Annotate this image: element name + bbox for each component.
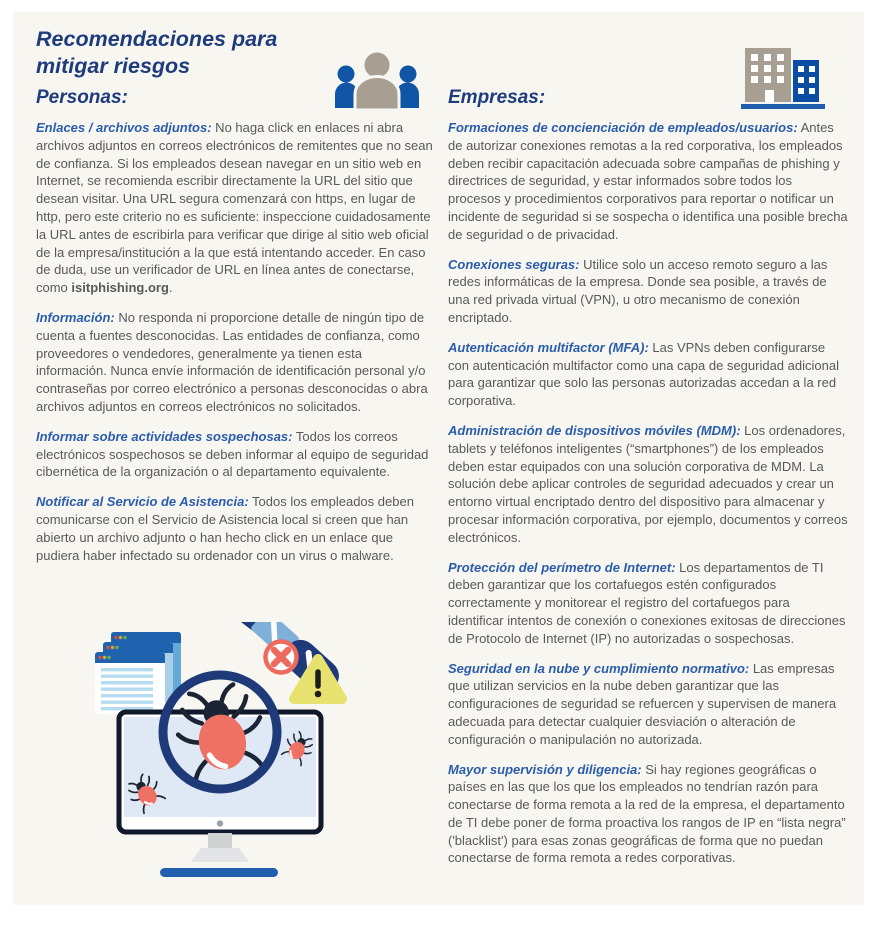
paragraph-lead: Mayor supervisión y diligencia: xyxy=(448,761,642,777)
paragraph-lead: Notificar al Servicio de Asistencia: xyxy=(36,494,249,510)
paragraph-lead: Informar sobre actividades sospechosas: xyxy=(36,428,293,444)
empresas-section xyxy=(448,86,848,879)
recommendation-paragraph xyxy=(448,339,848,410)
paragraph-text: Todos los empleados deben comunicarse con el Servicio de Asistencia local si creen que han abierto un archivo adjunto o han hecho click en un enlace que pudiera haber infectado su ordenador con un virus o malware. xyxy=(36,494,414,563)
recommendation-paragraph xyxy=(36,493,434,564)
empresas-heading: Empresas: xyxy=(448,87,546,108)
paragraph-lead: Autenticación multifactor (MFA): xyxy=(448,339,649,355)
recommendation-paragraph xyxy=(36,119,434,297)
paragraph-lead: Protección del perímetro de Internet: xyxy=(448,559,676,575)
malware-inspection-illustration xyxy=(85,622,375,884)
recommendation-paragraph xyxy=(448,559,848,648)
recommendation-paragraph xyxy=(36,428,434,481)
empresas-paragraphs xyxy=(448,119,848,867)
paragraph-lead: Seguridad en la nube y cumplimiento normativo: xyxy=(448,660,750,676)
personas-heading: Personas: xyxy=(36,87,128,108)
paragraph-lead: Información: xyxy=(36,309,115,325)
recommendation-paragraph xyxy=(448,422,848,547)
paragraph-text-after: . xyxy=(168,280,173,296)
personas-section xyxy=(36,86,434,576)
personas-paragraphs xyxy=(36,119,434,564)
recommendation-paragraph xyxy=(448,119,848,244)
paragraph-lead: Administración de dispositivos móviles (MDM): xyxy=(448,422,741,438)
paragraph-text: Las VPNs deben configurarse con autenticación multifactor como una capa de seguridad adicional para garantizar que solo las personas autorizadas accedan a la red corporativa. xyxy=(448,339,839,409)
paragraph-text: No haga click en enlaces ni abra archivos adjuntos en correos electrónicos de remitentes que no sean de confianza. Si los empleados desean navegar en un sitio web en Internet, se recomienda escribir directamente la URL del sitio que desean visitar. Una URL segura comenzará con https, en lugar de http, pero este criterio no es suficiente: inspeccione cuidadosamente la URL antes de escribirla para verificar que dirige al sitio web oficial de la empresa/institución a la que está intentando acceder. En caso de duda, use un verificador de URL en línea antes de conectarse, como xyxy=(36,120,433,296)
error-x-icon xyxy=(266,642,297,673)
recommendation-paragraph xyxy=(448,660,848,749)
paragraph-text: No responda ni proporcione detalle de ningún tipo de cuenta a fuentes desconocidas. Las entidades de confianza, como proveedores o vendedores, generalmente ya tienen esta información. Nunca envíe información de identificación personal y/o contraseñas por correo electrónico a personas desconocidas o abra archivos adjuntos en correos electrónicos no solicitados. xyxy=(36,309,428,414)
paragraph-text: Utilice solo un acceso remoto seguro a las redes informáticas de la empresa. Donde sea posible, a través de una red privada virtual (VPN), u otro mecanismo de conexión encriptado. xyxy=(448,256,828,325)
document-card xyxy=(13,12,864,905)
recommendation-paragraph xyxy=(448,761,848,868)
paragraph-text: Los ordenadores, tablets y teléfonos inteligentes (“smartphones”) de los empleados deben estar equipados con una solución corporativa de MDM. La solución debe aplicar controles de seguridad adecuados y crear un entorno virtual encriptado dentro del dispositivo para almacenar y procesar información corporativa, por ejemplo, documentos y correos electrónicos. xyxy=(448,422,848,545)
paragraph-text: Los departamentos de TI deben garantizar que los cortafuegos estén configurados correctamente y monitorear el registro del cortafuegos para identificar intentos de conexión o conexiones exitosas de direcciones de Protocolo de Internet (IP) no autorizadas o sospechosas. xyxy=(448,559,846,646)
paragraph-text: Antes de autorizar conexiones remotas a la red corporativa, los empleados deben recibir capacitación adecuada sobre campañas de phishing y directrices de seguridad, y estar informados sobre todos los procesos y procedimientos corporativos para reportar o notificar un incidente de seguridad si se sospecha o identifica una posible brecha de seguridad o de privacidad. xyxy=(448,120,848,242)
paragraph-text: Si hay regiones geográficas o países en las que los que los empleados no tendrían razón para conectarse de forma remota a la red de la empresa, el departamento de TI debe poner de forma proactiva los rangos de IP en “lista negra” ('blacklist') para esas zonas geográficas de forma que no puedan conectarse de forma remota a redes corporativas. xyxy=(448,761,846,866)
paragraph-bold-term: isitphishing.org xyxy=(71,280,169,296)
recommendation-paragraph xyxy=(448,256,848,327)
paragraph-text: Todos los correos electrónicos sospechosos se deben informar al equipo de seguridad cibernética de la organización o al departamento equivalente. xyxy=(36,428,429,480)
recommendation-paragraph xyxy=(36,309,434,416)
paragraph-lead: Enlaces / archivos adjuntos: xyxy=(36,120,212,135)
paragraph-lead: Formaciones de concienciación de empleados/usuarios: xyxy=(448,120,798,135)
paragraph-lead: Conexiones seguras: xyxy=(448,256,580,272)
page-title: Recomendaciones para mitigar riesgos xyxy=(36,27,278,78)
paragraph-text: Las empresas que utilizan servicios en la nube deben garantizar que las configuraciones de seguridad se refuercen y supervisen de manera adecuada para detectar cualquier desviación o alteración de configuración o manipulación no autorizada. xyxy=(448,660,837,747)
